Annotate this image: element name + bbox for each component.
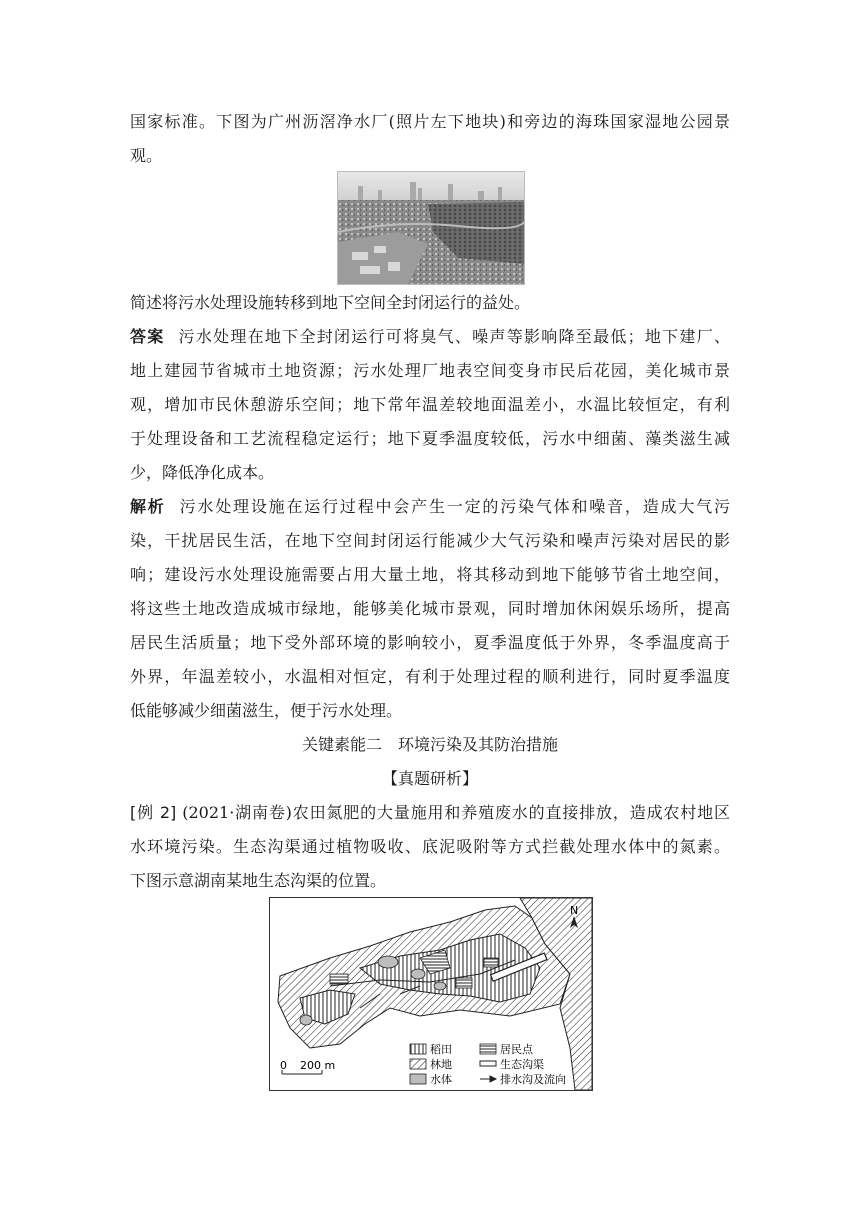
legend-water-swatch bbox=[410, 1074, 426, 1084]
answer-line: 于处理设备和工艺流程稳定运行；地下夏季温度较低，污水中细菌、藻类滋生减 bbox=[130, 429, 730, 448]
scale-text: 200 m bbox=[300, 1059, 336, 1072]
answer-line: 少，降低净化成本。 bbox=[130, 463, 275, 482]
analysis-line: 解析 污水处理设施在运行过程中会产生一定的污染气体和噪音，造成大气污 bbox=[130, 497, 730, 516]
legend-residential: 居民点 bbox=[500, 1043, 533, 1056]
analysis-line: 外界，年温差较小，水温相对恒定，有利于处理过程的顺利进行，同时夏季温度 bbox=[130, 667, 730, 686]
answer-line: 观，增加市民休憩游乐空间；地下常年温差较地面温差小，水温比较恒定，有利 bbox=[130, 395, 730, 414]
legend-residential-swatch bbox=[480, 1044, 496, 1054]
north-label: N bbox=[570, 904, 579, 917]
legend-drain-arrow-icon bbox=[480, 1076, 496, 1082]
wastewater-plant-photo bbox=[337, 171, 525, 285]
analysis-line: 居民生活质量；地下受外部环境的影响较小，夏季温度低于外界，冬季温度高于 bbox=[130, 633, 730, 652]
eco-ditch-map bbox=[269, 897, 593, 1091]
subsection-title: 【真题研析】 bbox=[381, 769, 478, 788]
legend-eco-ditch: 生态沟渠 bbox=[500, 1058, 544, 1071]
answer-line: 答案 污水处理在地下全封闭运行可将臭气、噪声等影响降至最低；地下建厂、 bbox=[130, 327, 730, 346]
legend-forest-swatch bbox=[410, 1059, 426, 1069]
legend-water: 水体 bbox=[430, 1073, 452, 1086]
example-line: 下图示意湖南某地生态沟渠的位置。 bbox=[130, 871, 387, 890]
scale-zero: 0 bbox=[280, 1059, 287, 1072]
map-legend bbox=[410, 1042, 566, 1086]
scale-bar bbox=[280, 1059, 335, 1074]
analysis-line: 响；建设污水处理设施需要占用大量土地，将其移动到地下能够节省土地空间， bbox=[130, 565, 730, 584]
question-text: 简述将污水处理设施转移到地下空间全封闭运行的益处。 bbox=[130, 293, 531, 312]
paragraph-line: 国家标准。下图为广州沥滘净水厂(照片左下地块)和旁边的海珠国家湿地公园景 bbox=[130, 112, 730, 131]
legend-drain: 排水沟及流向 bbox=[500, 1073, 566, 1086]
analysis-label: 解析 bbox=[130, 497, 166, 516]
answer-label: 答案 bbox=[130, 327, 165, 346]
example-label: [例 2] bbox=[130, 803, 177, 822]
legend-eco-ditch-swatch bbox=[480, 1061, 496, 1066]
paragraph-line: 观。 bbox=[130, 146, 163, 165]
example-line: [例 2] (2021·湖南卷)农田氮肥的大量施用和养殖废水的直接排放，造成农村地区 bbox=[130, 803, 730, 822]
analysis-line: 低能够减少细菌滋生，便于污水处理。 bbox=[130, 701, 403, 720]
answer-line: 地上建园节省城市土地资源；污水处理厂地表空间变身市民后花园，美化城市景 bbox=[130, 361, 730, 380]
legend-paddy-swatch bbox=[410, 1044, 426, 1054]
analysis-line: 染，干扰居民生活，在地下空间封闭运行能减少大气污染和噪声污染对居民的影 bbox=[130, 531, 730, 550]
legend-paddy: 稻田 bbox=[430, 1043, 452, 1056]
example-line: 水环境污染。生态沟渠通过植物吸收、底泥吸附等方式拦截处理水体中的氮素。 bbox=[130, 837, 730, 856]
analysis-line: 将这些土地改造成城市绿地，能够美化城市景观，同时增加休闲娱乐场所，提高 bbox=[130, 599, 730, 618]
section-title: 关键素能二 环境污染及其防治措施 bbox=[301, 735, 558, 754]
legend-forest: 林地 bbox=[430, 1058, 452, 1071]
